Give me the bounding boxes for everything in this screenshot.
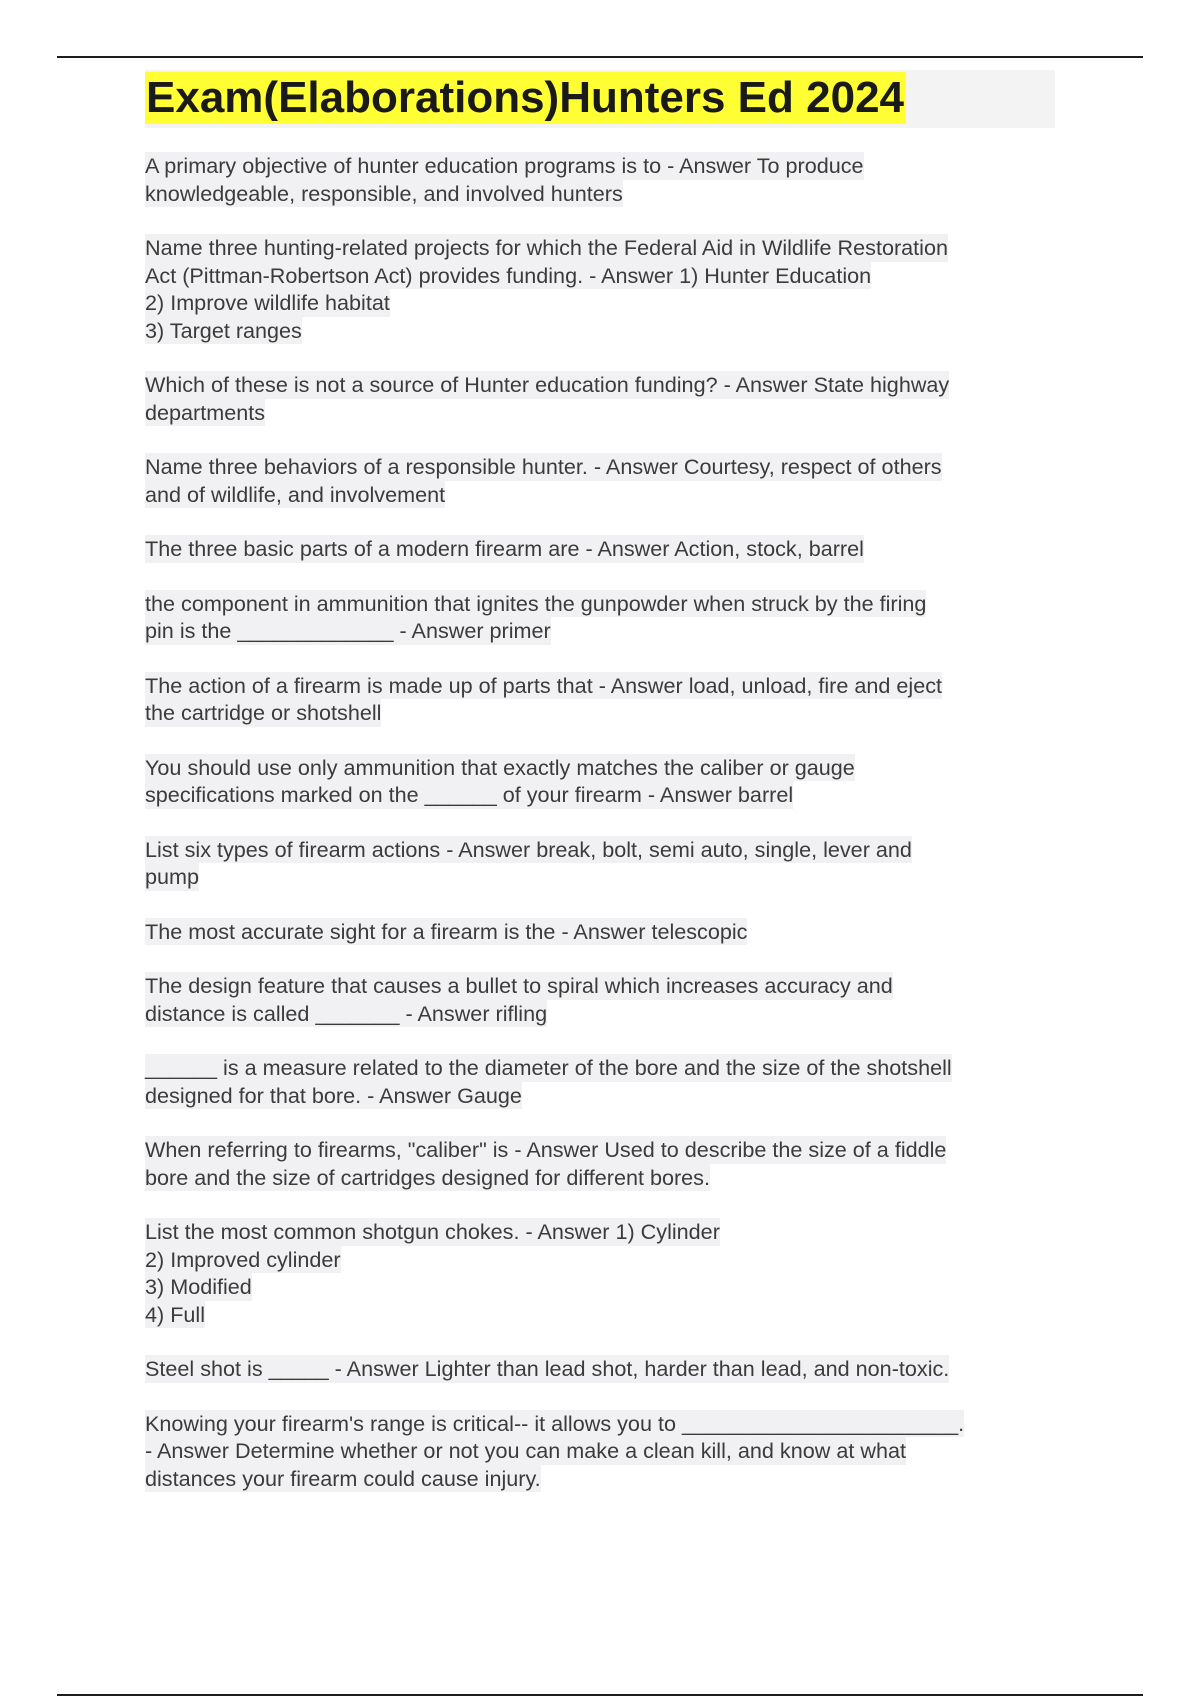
qa-line: pin is the _____________ - Answer primer: [145, 618, 551, 643]
qa-line: 4) Full: [145, 1301, 205, 1327]
qa-line: the component in ammunition that ignites the gunpowder when struck by the firing: [145, 590, 927, 616]
qa-line-row: [145, 180, 1055, 208]
qa-line-row: [145, 1273, 1055, 1301]
qa-line-row: [145, 481, 1055, 509]
qa-line-row: [145, 699, 1055, 727]
qa-item: [145, 1410, 1055, 1493]
qa-line: Name three hunting-related projects for which the Federal Aid in Wildlife Restoration: [145, 235, 948, 260]
qa-line-row: [145, 781, 1055, 809]
qa-item: [145, 152, 1055, 207]
qa-item: [145, 972, 1055, 1027]
qa-line-row: [145, 590, 1055, 618]
qa-line: Name three behaviors of a responsible hunter. - Answer Courtesy, respect of others: [145, 454, 942, 479]
qa-line-row: [145, 1000, 1055, 1028]
qa-line: the cartridge or shotshell: [145, 700, 382, 725]
qa-line: distances your firearm could cause injury.: [145, 1465, 541, 1491]
qa-item: [145, 590, 1055, 645]
qa-line: When referring to firearms, "caliber" is - Answer Used to describe the size of a fiddle: [145, 1137, 947, 1162]
qa-line-row: [145, 754, 1055, 782]
qa-line-row: [145, 535, 1055, 563]
qa-line: Which of these is not a source of Hunter education funding? - Answer State highway: [145, 372, 950, 397]
qa-item: [145, 918, 1055, 946]
qa-line-row: [145, 1355, 1055, 1383]
qa-line: specifications marked on the ______ of your firearm - Answer barrel: [145, 782, 794, 807]
qa-item: [145, 234, 1055, 344]
qa-line: - Answer Determine whether or not you can make a clean kill, and know at what: [145, 1438, 906, 1463]
qa-item: [145, 1355, 1055, 1383]
qa-line-row: [145, 1301, 1055, 1329]
qa-line-row: [145, 863, 1055, 891]
qa-line: Knowing your firearm's range is critical-- it allows you to _______________________.: [145, 1410, 965, 1436]
qa-item: [145, 754, 1055, 809]
qa-line: A primary objective of hunter education programs is to - Answer To produce: [145, 153, 864, 178]
qa-line-row: [145, 262, 1055, 290]
qa-line: Act (Pittman-Robertson Act) provides funding. - Answer 1) Hunter Education: [145, 262, 872, 288]
qa-line: bore and the size of cartridges designed for different bores.: [145, 1164, 710, 1190]
qa-line: The design feature that causes a bullet to spiral which increases accuracy and: [145, 973, 893, 998]
footer-rule: [57, 1694, 1143, 1696]
qa-line: Steel shot is _____ - Answer Lighter than lead shot, harder than lead, and non-toxic.: [145, 1356, 950, 1381]
qa-item: [145, 371, 1055, 426]
document-body: [145, 70, 1055, 1519]
qa-line-row: [145, 972, 1055, 1000]
qa-line-row: [145, 1410, 1055, 1438]
qa-line: designed for that bore. - Answer Gauge: [145, 1082, 522, 1108]
qa-line-row: [145, 1437, 1055, 1465]
qa-line: 2) Improved cylinder: [145, 1246, 341, 1272]
qa-line: 3) Target ranges: [145, 317, 302, 343]
header-rule: [57, 56, 1143, 58]
qa-line: pump: [145, 864, 200, 889]
qa-line-row: [145, 672, 1055, 700]
qa-list: [145, 152, 1055, 1492]
qa-line-row: [145, 918, 1055, 946]
qa-line-row: [145, 234, 1055, 262]
qa-line: You should use only ammunition that exactly matches the caliber or gauge: [145, 754, 855, 780]
qa-item: [145, 453, 1055, 508]
qa-line-row: [145, 1465, 1055, 1493]
qa-line: The three basic parts of a modern firearm are - Answer Action, stock, barrel: [145, 536, 864, 561]
qa-line: distance is called _______ - Answer rifling: [145, 1000, 548, 1026]
qa-line-row: [145, 152, 1055, 180]
qa-line-row: [145, 836, 1055, 864]
page-title: Exam(Elaborations)Hunters Ed 2024: [146, 73, 905, 122]
qa-line-row: [145, 289, 1055, 317]
qa-item: [145, 672, 1055, 727]
qa-line-row: [145, 371, 1055, 399]
qa-line: and of wildlife, and involvement: [145, 481, 446, 507]
qa-line-row: [145, 1246, 1055, 1274]
qa-line: departments: [145, 399, 266, 425]
qa-line-row: [145, 1054, 1055, 1082]
qa-line: 2) Improve wildlife habitat: [145, 290, 390, 315]
qa-line-row: [145, 1218, 1055, 1246]
qa-item: [145, 1136, 1055, 1191]
qa-line-row: [145, 317, 1055, 345]
qa-item: [145, 1054, 1055, 1109]
title-row: [145, 70, 1055, 128]
qa-line-row: [145, 617, 1055, 645]
qa-line: The action of a firearm is made up of parts that - Answer load, unload, fire and eject: [145, 672, 942, 698]
qa-line: The most accurate sight for a firearm is the - Answer telescopic: [145, 918, 748, 944]
qa-item: [145, 1218, 1055, 1328]
qa-line-row: [145, 399, 1055, 427]
qa-line: List six types of firearm actions - Answer break, bolt, semi auto, single, lever and: [145, 836, 912, 862]
qa-line-row: [145, 1164, 1055, 1192]
qa-line: ______ is a measure related to the diameter of the bore and the size of the shotshell: [145, 1055, 952, 1080]
qa-line: List the most common shotgun chokes. - Answer 1) Cylinder: [145, 1219, 720, 1244]
qa-line: 3) Modified: [145, 1274, 252, 1299]
qa-item: [145, 535, 1055, 563]
qa-line-row: [145, 1082, 1055, 1110]
qa-item: [145, 836, 1055, 891]
qa-line: knowledgeable, responsible, and involved hunters: [145, 180, 623, 206]
qa-line-row: [145, 1136, 1055, 1164]
qa-line-row: [145, 453, 1055, 481]
